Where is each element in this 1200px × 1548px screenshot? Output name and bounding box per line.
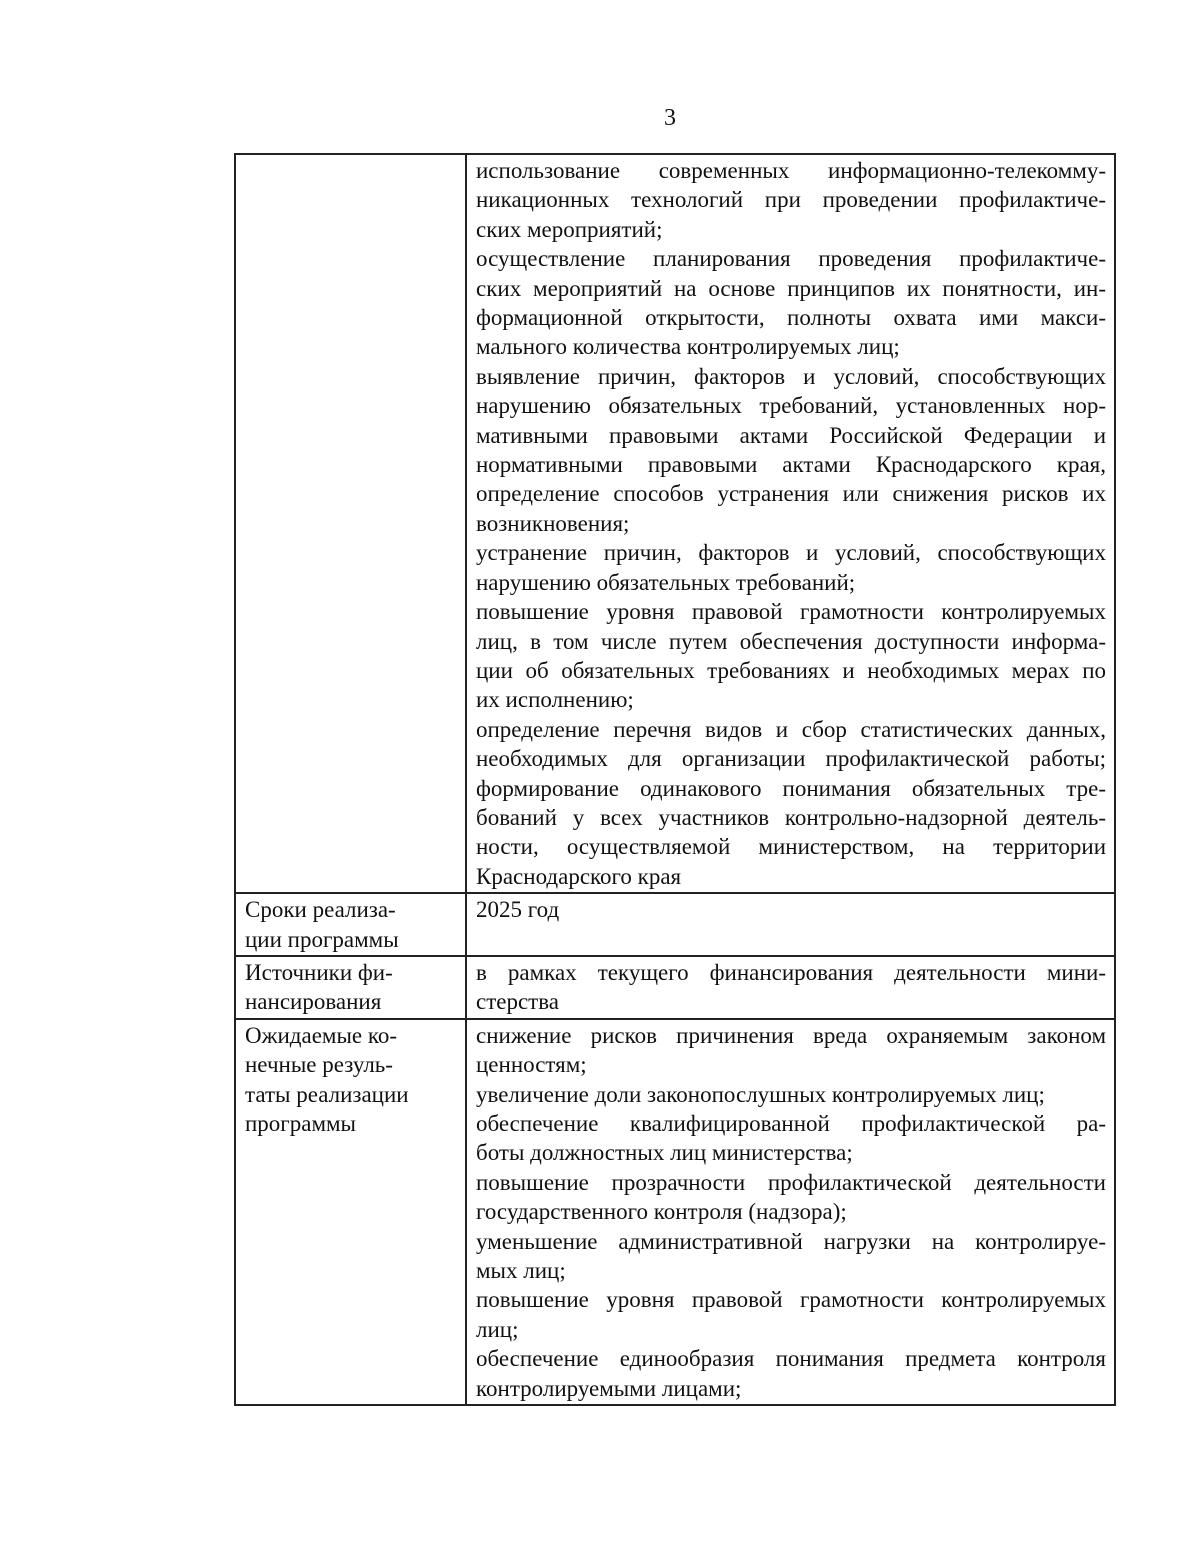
content-cell: [466, 956, 1115, 1019]
content-cell: [466, 893, 1115, 956]
text-line: ценностям;: [476, 1052, 587, 1078]
text-line: ских мероприятий на основе принципов их понятности, ин-: [476, 275, 1106, 301]
text-line: ности, осуществляемой министерством, на территории: [476, 834, 1106, 860]
text-line: устранение причин, факторов и условий, способствующих: [476, 540, 1106, 566]
text-line: нарушению обязательных требований;: [476, 569, 856, 595]
text-line: снижение рисков причинения вреда охраняемым законом: [476, 1022, 1106, 1048]
label-line: Сроки реализа-: [245, 897, 396, 923]
text-line: ских мероприятий;: [476, 216, 663, 242]
text-line: в рамках текущего финансирования деятельности мини-: [476, 959, 1106, 985]
table-row-expected-results: [235, 1019, 1115, 1405]
text-line: лиц, в том числе путем обеспечения доступности информа-: [476, 628, 1106, 654]
text-line: мативными правовыми актами Российской Федерации и: [476, 422, 1106, 448]
label-cell: [235, 154, 466, 893]
text-line: повышение уровня правовой грамотности контролируемых: [476, 599, 1106, 625]
label-line: Источники фи-: [245, 959, 393, 985]
text-line: мых лиц;: [476, 1258, 566, 1284]
table-row-goals-continuation: [235, 154, 1115, 893]
text-line: увеличение доли законопослушных контролируемых лиц;: [476, 1081, 1045, 1107]
page-number: 3: [664, 105, 676, 131]
label-line: программы: [245, 1111, 357, 1136]
text-line: бований у всех участников контрольно-надзорной деятель-: [476, 804, 1106, 830]
label-cell: [235, 956, 466, 1019]
label-line: Ожидаемые ко-: [245, 1022, 398, 1048]
content-cell: [466, 1019, 1115, 1405]
text-line: повышение прозрачности профилактической деятельности: [476, 1169, 1106, 1195]
text-line: возникновения;: [476, 510, 630, 536]
text-line: обеспечение квалифицированной профилактической ра-: [476, 1111, 1106, 1136]
text-line: формационной открытости, полноты охвата ими макси-: [476, 305, 1106, 331]
text-line: определение способов устранения или снижения рисков их: [476, 481, 1106, 507]
text-line: мального количества контролируемых лиц;: [476, 334, 900, 360]
text-line: стерства: [476, 989, 559, 1015]
label-line: нансирования: [245, 989, 382, 1015]
text-line: лиц;: [476, 1316, 519, 1342]
text-line: ции об обязательных требованиях и необходимых мерах по: [476, 657, 1106, 683]
text-line: использование современных информационно-телекомму-: [476, 158, 1106, 183]
text-line: никационных технологий при проведении профилактиче-: [476, 187, 1106, 213]
table-row-funding-sources: [235, 956, 1115, 1019]
text-line: уменьшение административной нагрузки на контролируе-: [476, 1228, 1106, 1254]
text-line: государственного контроля (надзора);: [476, 1199, 847, 1225]
text-line: необходимых для организации профилактической работы;: [476, 746, 1106, 772]
label-cell: [235, 893, 466, 956]
text-line: боты должностных лиц министерства;: [476, 1140, 853, 1166]
text-line: нормативными правовыми актами Краснодарского края,: [476, 452, 1106, 478]
label-line: ции программы: [245, 926, 399, 952]
text-line: формирование одинакового понимания обязательных тре-: [476, 775, 1106, 801]
text-line: контролируемыми лицами;: [476, 1375, 742, 1401]
program-passport-table: [234, 153, 1116, 1406]
text-line: осуществление планирования проведения профилактиче-: [476, 246, 1106, 272]
text-line: повышение уровня правовой грамотности контролируемых: [476, 1287, 1106, 1313]
text-line: определение перечня видов и сбор статистических данных,: [476, 716, 1106, 742]
content-cell: [466, 154, 1115, 893]
label-line: таты реализации: [245, 1081, 409, 1107]
text-line: обеспечение единообразия понимания предмета контроля: [476, 1346, 1106, 1372]
text-line: нарушению обязательных требований, установленных нор-: [476, 393, 1106, 419]
table-row-implementation-period: [235, 893, 1115, 956]
text-line: 2025 год: [476, 897, 560, 923]
text-line: выявление причин, факторов и условий, способствующих: [476, 363, 1106, 389]
label-cell: [235, 1019, 466, 1405]
text-line: их исполнению;: [476, 687, 634, 713]
text-line: Краснодарского края: [476, 863, 682, 889]
label-line: нечные резуль-: [245, 1052, 393, 1078]
